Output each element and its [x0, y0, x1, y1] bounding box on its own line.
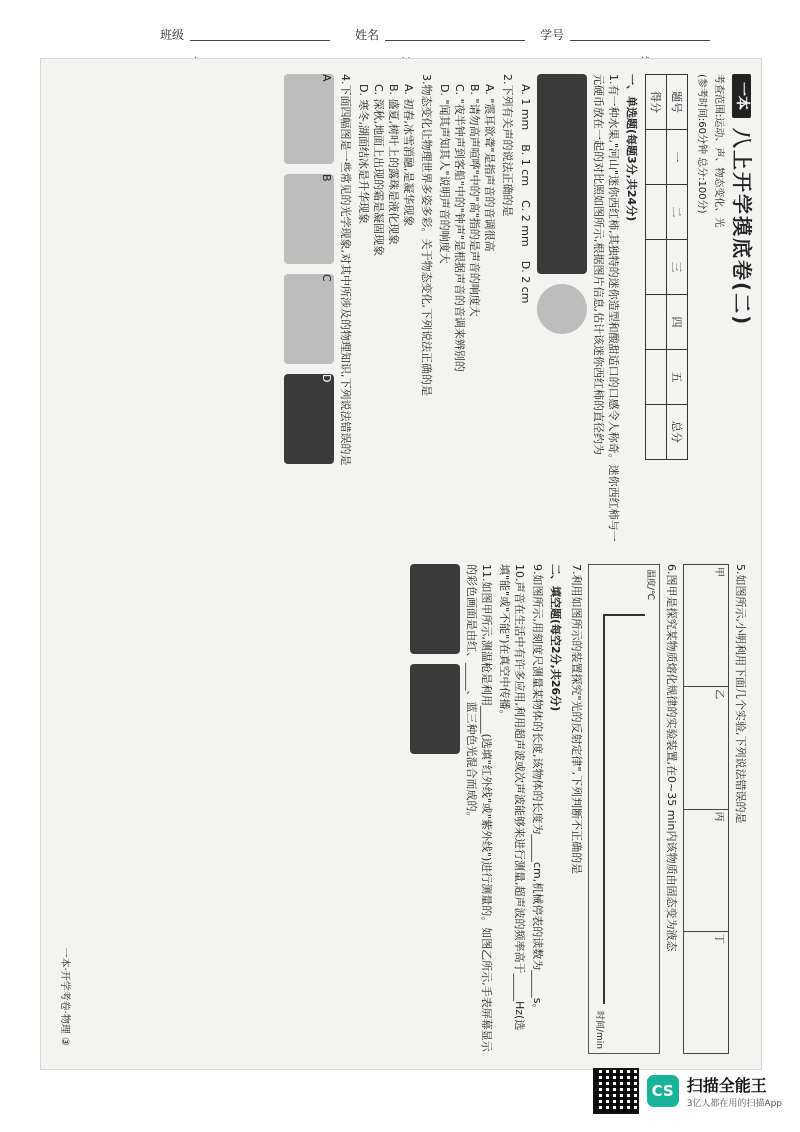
name-line	[385, 40, 525, 41]
q11-figures	[410, 564, 460, 1054]
score-header: 三	[667, 240, 688, 295]
app-tagline: 3亿人都在用的扫描App	[686, 1099, 782, 1109]
thermometer-gun-photo	[410, 564, 460, 654]
graph-axes	[603, 614, 645, 1004]
q5-cell-2: 乙	[684, 687, 729, 809]
qr-code	[593, 1068, 639, 1114]
cs-logo-icon: CS	[647, 1075, 679, 1107]
question-3: 3.物态变化让物理世界多姿多彩。关于物态变化,下列说法正确的是	[420, 74, 433, 396]
question-5: 5.如图所示,小明利用下面几个实验,下列说法错误的是	[734, 564, 747, 824]
publisher-logo: 一本	[732, 74, 751, 118]
score-cell	[646, 295, 667, 350]
q2-option-c: C. "夜半钟声到客船"中的"钟声"是根据声音的音调来辨别的	[453, 84, 466, 372]
q3-option-c: C. 深秋,地面上出现的霜是凝固现象	[372, 84, 385, 257]
q1-option-b: B. 1 cm	[519, 144, 532, 187]
score-header: 一	[667, 130, 688, 185]
section-2-heading: 二、填空题(每空2分,共26分)	[549, 564, 562, 712]
q3-option-b: B. 盛夏,树叶上的露珠是液化现象	[387, 84, 400, 246]
class-label: 班级	[160, 28, 185, 42]
score-row-label: 得分	[646, 75, 667, 130]
score-header: 总分	[667, 405, 688, 460]
figure-d: D	[284, 374, 334, 464]
q3-option-a: A. 初春,冰雪消融,是凝华现象	[402, 84, 415, 227]
class-line	[190, 40, 330, 41]
right-column	[51, 564, 751, 1054]
graph-y-label: 温度/℃	[645, 569, 655, 601]
header-strip	[40, 14, 760, 54]
q1-option-c: C. 2 mm	[519, 200, 532, 247]
score-header: 题号	[667, 75, 688, 130]
graph-x-label: 时间/min	[594, 1010, 604, 1049]
question-7: 7.利用如图所示的装置探究"光的反射定律",下列判断不正确的是	[570, 564, 583, 875]
q5-cell-3: 丙	[684, 809, 729, 931]
time-score-text: (参考时间:60分钟 总分:100分)	[696, 74, 707, 214]
score-header: 二	[667, 185, 688, 240]
score-cell	[646, 350, 667, 405]
page-footer: 一本·开学考卷·物理 ③	[59, 947, 70, 1046]
tomato-photo	[537, 74, 587, 274]
number-label: 学号	[540, 28, 565, 42]
question-10: 10.声音在生活中有许多应用,利用超声波或次声波能够来进行测量,超声波的频率高于_____Hz(选填"能"或"不能")在真空中传播。	[498, 564, 526, 1031]
question-4: 4.下面四幅图是一些常见的光学现象,对其中所涉及的物理知识,下列说法错误的是	[339, 74, 352, 466]
scanner-badge	[593, 1068, 782, 1114]
rotated-content	[51, 74, 754, 1054]
coin-photo	[537, 284, 587, 334]
title-row	[730, 74, 754, 544]
figure-a: A	[284, 74, 334, 164]
q1-figure	[537, 74, 587, 544]
score-header: 四	[667, 295, 688, 350]
app-name: 扫描全能王	[686, 1076, 767, 1095]
q5-cell-4: 丁	[684, 931, 729, 1053]
q1-options	[518, 84, 533, 544]
q2-option-a: A. "震耳欲聋"是指声音的音调很高	[483, 84, 496, 252]
q1-option-a: A. 1 mm	[519, 84, 532, 131]
section-1-heading: 一、单选题(每题3分,共24分)	[625, 74, 638, 222]
score-header: 五	[667, 350, 688, 405]
q5-table	[683, 564, 729, 1054]
score-cell	[646, 405, 667, 460]
number-line	[570, 40, 710, 41]
name-label: 姓名	[355, 28, 380, 42]
figure-b: B	[284, 174, 334, 264]
app-text	[687, 1073, 782, 1109]
q5-cell-1: 甲	[684, 565, 729, 687]
question-2: 2.下列有关声的说法正确的是	[501, 74, 514, 217]
question-11: 11.如图甲所示,测温枪是利用_____(选填"红外线"或"紫外线")进行测量的。如图乙所示,手表屏幕显示的彩色画面是由红、_____、蓝三种色光混合而成的。	[465, 564, 493, 1052]
score-cell	[646, 130, 667, 185]
score-cell	[646, 240, 667, 295]
question-9: 9.如图所示,用刻度尺测量某物体的长度,该物体的长度为_____cm,机械停表的读数为_____s。	[531, 564, 544, 1015]
score-cell	[646, 185, 667, 240]
left-column	[51, 74, 754, 544]
melting-graph	[588, 564, 660, 1054]
figure-c: C	[284, 274, 334, 364]
q2-option-b: B. "请勿高声喧哗"中的"高"指的是声音的响度大	[468, 84, 481, 317]
scanned-paper	[40, 58, 762, 1070]
watch-photo	[410, 664, 460, 754]
scope-text: 考查范围:运动、声、物态变化、光	[713, 74, 724, 228]
q1-option-d: D. 2 cm	[519, 260, 532, 304]
q4-figures	[284, 74, 334, 544]
question-1: 1.有一种水果,"河山"迷你西红柿,其独特的迷你造型和酸甜适口的口感令人称奇。迷你西红柿与一元硬币放在一起的对比照如图所示,根据图片信息,估计该迷你西红柿的直径约为	[592, 74, 620, 542]
q2-option-d: D. "闻其声知其人"说明声音的响度大	[438, 84, 451, 264]
q3-option-d: D. 寒冬,湖面结冰是升华现象	[357, 84, 370, 224]
paper-title: 八上开学摸底卷(二)	[730, 128, 754, 327]
score-table	[645, 74, 688, 460]
question-6: 6.图甲是探究某物质熔化规律的实验装置,在0~35 min内该物质由固态变为液态	[665, 564, 678, 952]
